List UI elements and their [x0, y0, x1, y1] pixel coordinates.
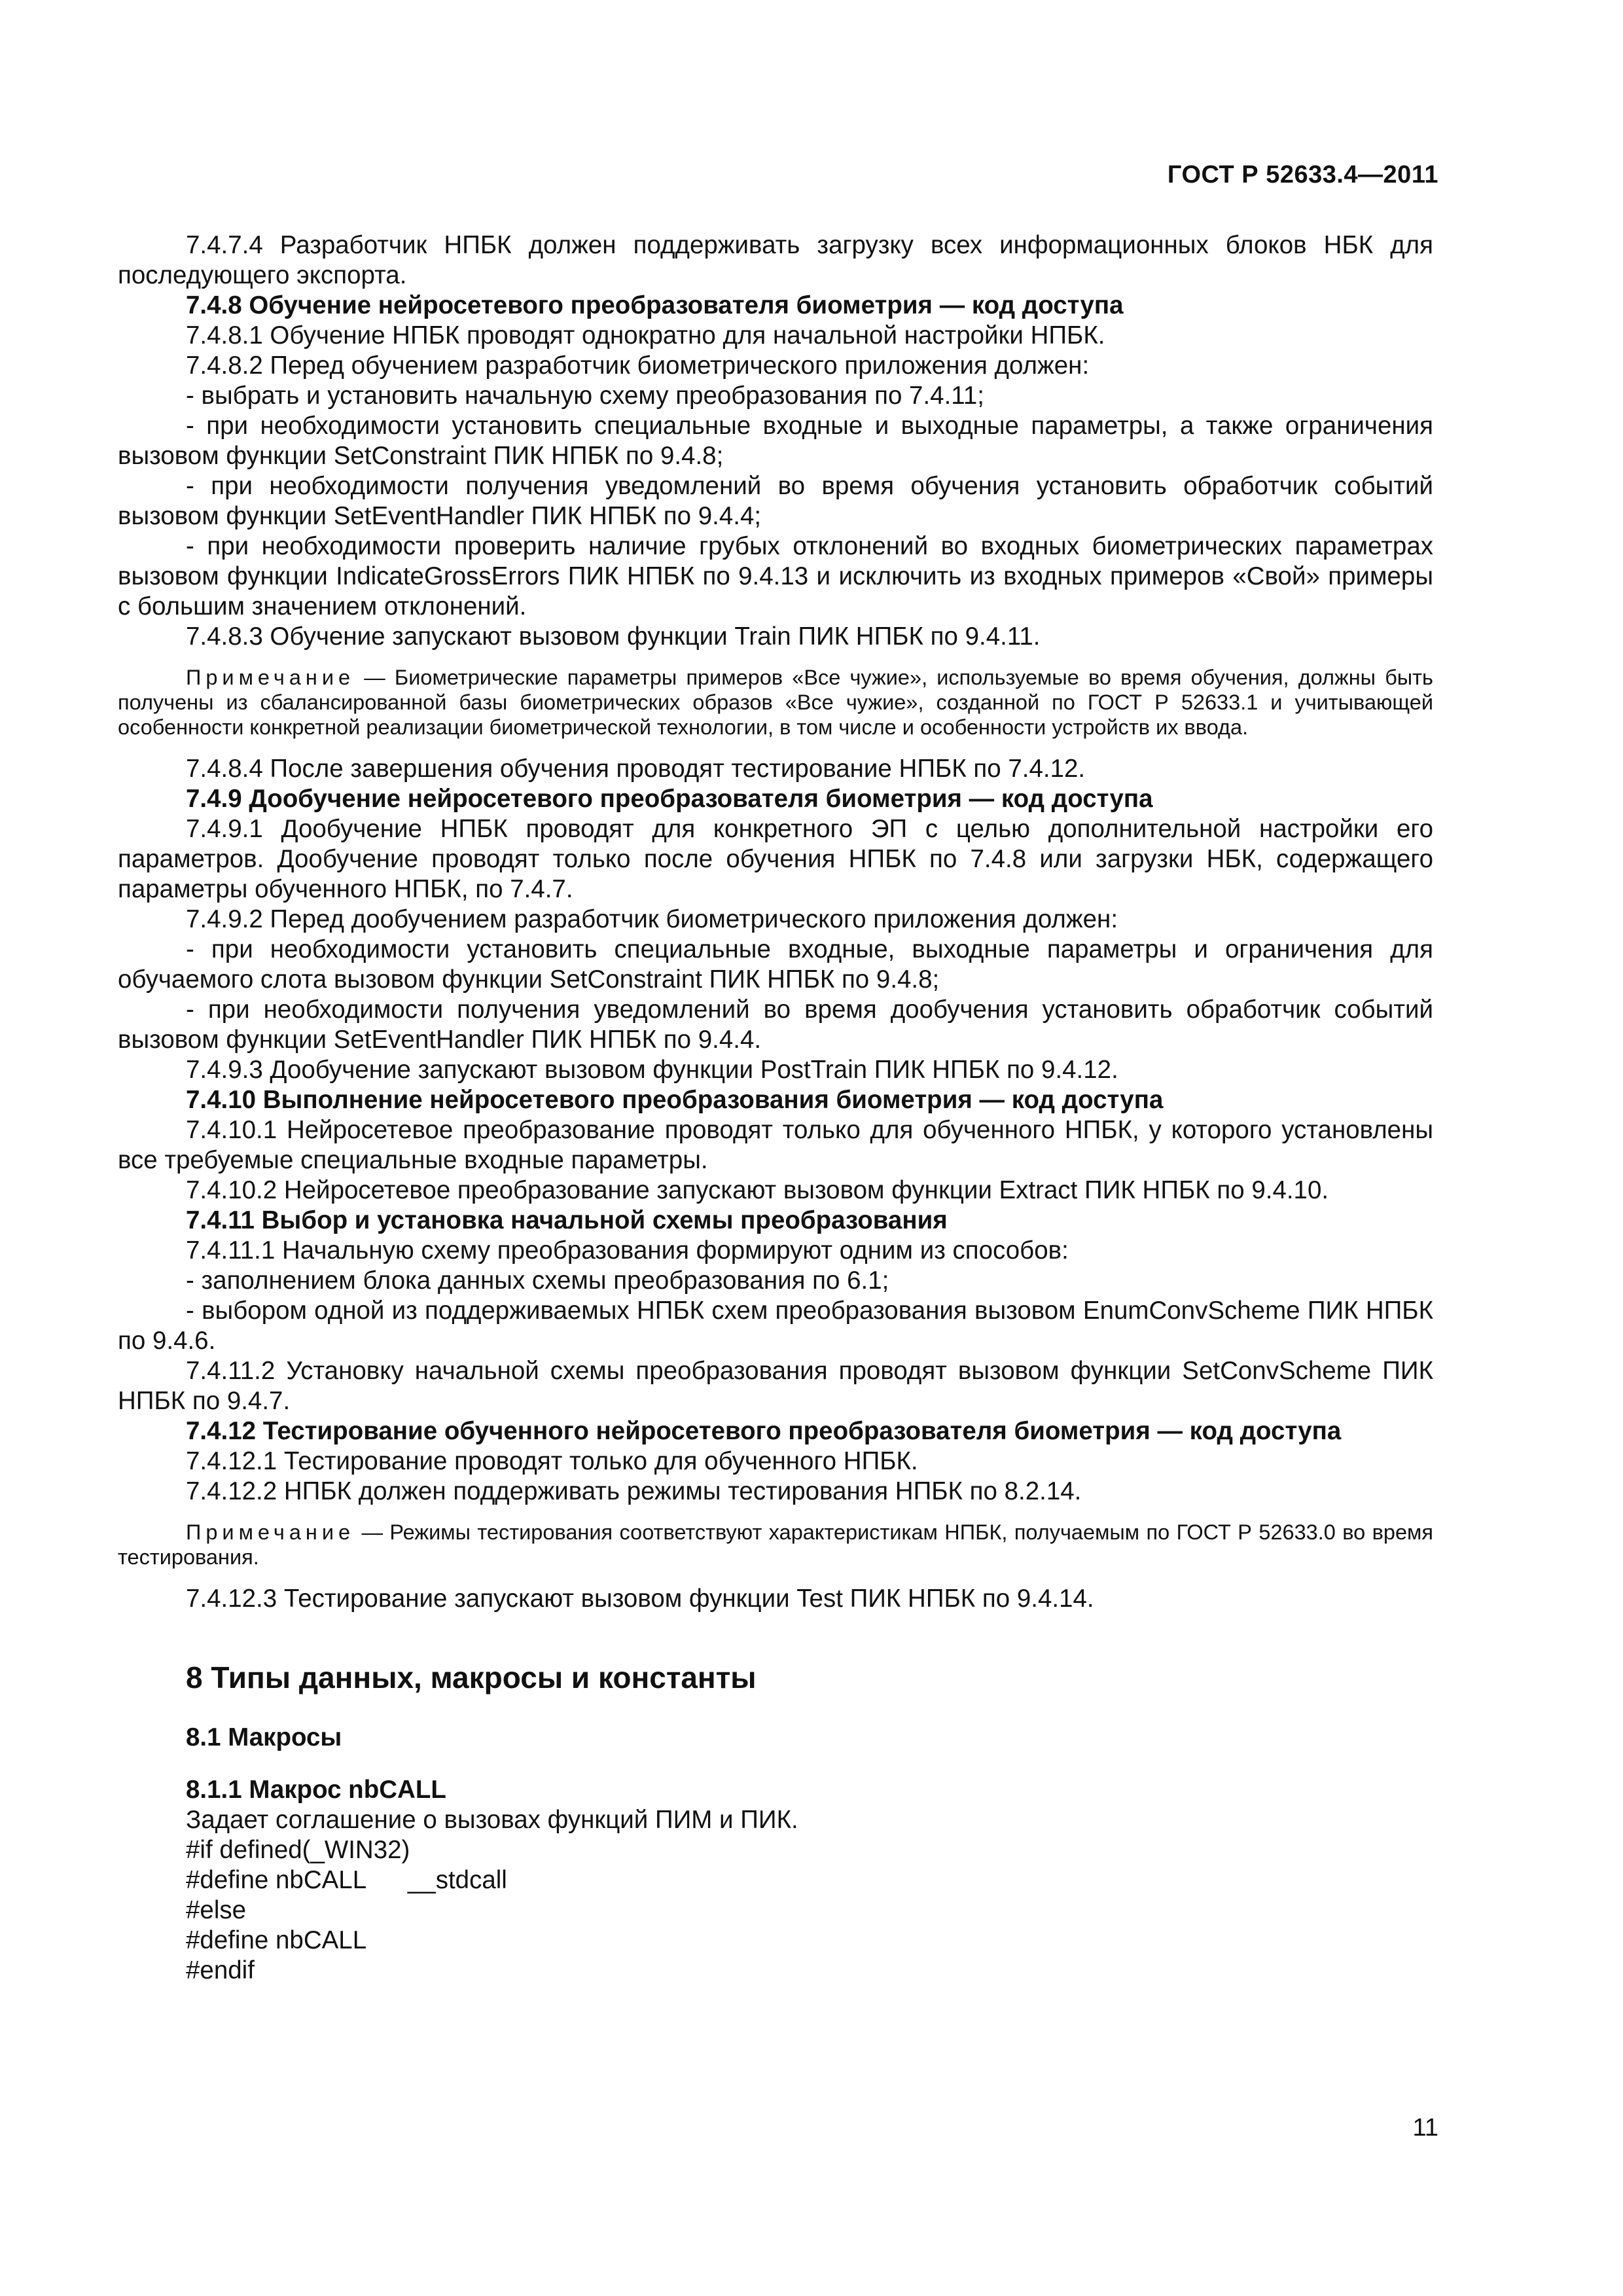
- heading-7-4-12: 7.4.12 Тестирование обученного нейросетевого преобразователя биометрия — код доступа: [186, 1417, 1342, 1445]
- paragraph-7-4-8-3: 7.4.8.3 Обучение запускают вызовом функции Train ПИК НПБК по 9.4.11.: [186, 622, 1041, 651]
- paragraph-7-4-8-1: 7.4.8.1 Обучение НПБК проводят однократно для начальной настройки НПБК.: [186, 321, 1105, 350]
- note-1: [118, 665, 1433, 740]
- paragraph-7-4-12-3: 7.4.12.3 Тестирование запускают вызовом функции Test ПИК НПБК по 9.4.14.: [186, 1585, 1094, 1613]
- code-line: #define nbCALL __stdcall: [186, 1866, 507, 1894]
- list-item: - при необходимости проверить наличие грубых отклонений во входных биометрических параметрах вызовом функции IndicateGrossErrors ПИК НПБК по 9.4.13 и исключить из входных примеров «Свой» примеры с большим значением отклонений.: [118, 532, 1433, 620]
- heading-7-4-11: 7.4.11 Выбор и установка начальной схемы преобразования: [186, 1206, 948, 1234]
- heading-7-4-9: 7.4.9 Дообучение нейросетевого преобразователя биометрия — код доступа: [186, 785, 1153, 813]
- heading-8-1: 8.1 Макросы: [186, 1723, 342, 1751]
- list-item: - выбрать и установить начальную схему преобразования по 7.4.11;: [186, 382, 984, 410]
- paragraph-7-4-12-2: 7.4.12.2 НПБК должен поддерживать режимы тестирования НПБК по 8.2.14.: [186, 1477, 1082, 1505]
- document-body: [118, 230, 1433, 1986]
- paragraph-7-4-10-2: 7.4.10.2 Нейросетевое преобразование запускают вызовом функции Extract ПИК НПБК по 9.4.10.: [186, 1176, 1329, 1204]
- note-label: Примечание: [186, 666, 355, 689]
- heading-7-4-10: 7.4.10 Выполнение нейросетевого преобразования биометрия — код доступа: [186, 1086, 1164, 1114]
- heading-8-1-1: 8.1.1 Макрос nbCALL: [186, 1776, 446, 1804]
- macro-description: Задает соглашение о вызовах функций ПИМ и ПИК.: [186, 1806, 798, 1834]
- paragraph-7-4-10-1: 7.4.10.1 Нейросетевое преобразование проводят только для обученного НПБК, у которого установлены все требуемые специальные входные параметры.: [118, 1116, 1433, 1174]
- paragraph-7-4-9-2: 7.4.9.2 Перед дообучением разработчик биометрического приложения должен:: [186, 905, 1118, 933]
- list-item: - заполнением блока данных схемы преобразования по 6.1;: [186, 1266, 889, 1295]
- paragraph-7-4-11-2: 7.4.11.2 Установку начальной схемы преобразования проводят вызовом функции SetConvScheme ПИК НПБК по 9.4.7.: [118, 1357, 1433, 1415]
- list-item: - при необходимости получения уведомлений во время дообучения установить обработчик событий вызовом функции SetEventHandler ПИК НПБК по 9.4.4.: [118, 996, 1433, 1054]
- list-item: - при необходимости установить специальные входные, выходные параметры и ограничения для обучаемого слота вызовом функции SetConstraint ПИК НПБК по 9.4.8;: [118, 935, 1433, 994]
- section-8: [118, 1662, 1433, 1986]
- paragraph-7-4-11-1: 7.4.11.1 Начальную схему преобразования формируют одним из способов:: [186, 1236, 1069, 1265]
- note-text: — Биометрические параметры примеров «Все чужие», используемые во время обучения, должны быть получены из сбалансированной базы биометрических образов «Все чужие», созданной по ГОСТ Р 52633.1 и учитывающей особенности конкретной реализации биометрической технологии, в том числе и особенности устройств их ввода.: [118, 666, 1433, 739]
- list-item: - выбором одной из поддерживаемых НПБК схем преобразования вызовом EnumConvScheme ПИК НПБК по 9.4.6.: [118, 1297, 1433, 1355]
- code-line: #if defined(_WIN32): [186, 1836, 410, 1864]
- code-line: #endif: [186, 1956, 255, 1984]
- paragraph-7-4-8-2: 7.4.8.2 Перед обучением разработчик биометрического приложения должен:: [186, 351, 1090, 380]
- note-label: Примечание: [186, 1520, 355, 1544]
- paragraph-7-4-9-1: 7.4.9.1 Дообучение НПБК проводят для конкретного ЭП с целью дополнительной настройки его параметров. Дообучение проводят только после обучения НПБК по 7.4.8 или загрузки НБК, содержащего параметры обученного НПБК, по 7.4.7.: [118, 815, 1433, 903]
- paragraph-7-4-8-4: 7.4.8.4 После завершения обучения проводят тестирование НПБК по 7.4.12.: [186, 755, 1086, 783]
- list-item: - при необходимости установить специальные входные и выходные параметры, а также ограничения вызовом функции SetConstraint ПИК НПБК по 9.4.8;: [118, 412, 1433, 470]
- list-item: - при необходимости получения уведомлений во время обучения установить обработчик событий вызовом функции SetEventHandler ПИК НПБК по 9.4.4;: [118, 472, 1433, 530]
- code-line: #else: [186, 1896, 247, 1924]
- note-2: [118, 1520, 1433, 1570]
- document-header: ГОСТ Р 52633.4—2011: [1167, 161, 1438, 188]
- paragraph-7-4-7-4: 7.4.7.4 Разработчик НПБК должен поддерживать загрузку всех информационных блоков НБК для последующего экспорта.: [118, 231, 1433, 289]
- heading-7-4-8: 7.4.8 Обучение нейросетевого преобразователя биометрия — код доступа: [186, 291, 1124, 319]
- note-text: — Режимы тестирования соответствуют характеристикам НПБК, получаемым по ГОСТ Р 52633.0 во время тестирования.: [118, 1520, 1433, 1569]
- section-8-title: 8 Типы данных, макросы и константы: [186, 1660, 757, 1695]
- paragraph-7-4-9-3: 7.4.9.3 Дообучение запускают вызовом функции PostTrain ПИК НПБК по 9.4.12.: [186, 1056, 1118, 1084]
- paragraph-7-4-12-1: 7.4.12.1 Тестирование проводят только для обученного НПБК.: [186, 1447, 918, 1475]
- code-line: #define nbCALL: [186, 1926, 367, 1954]
- page-number: 11: [1412, 2114, 1438, 2142]
